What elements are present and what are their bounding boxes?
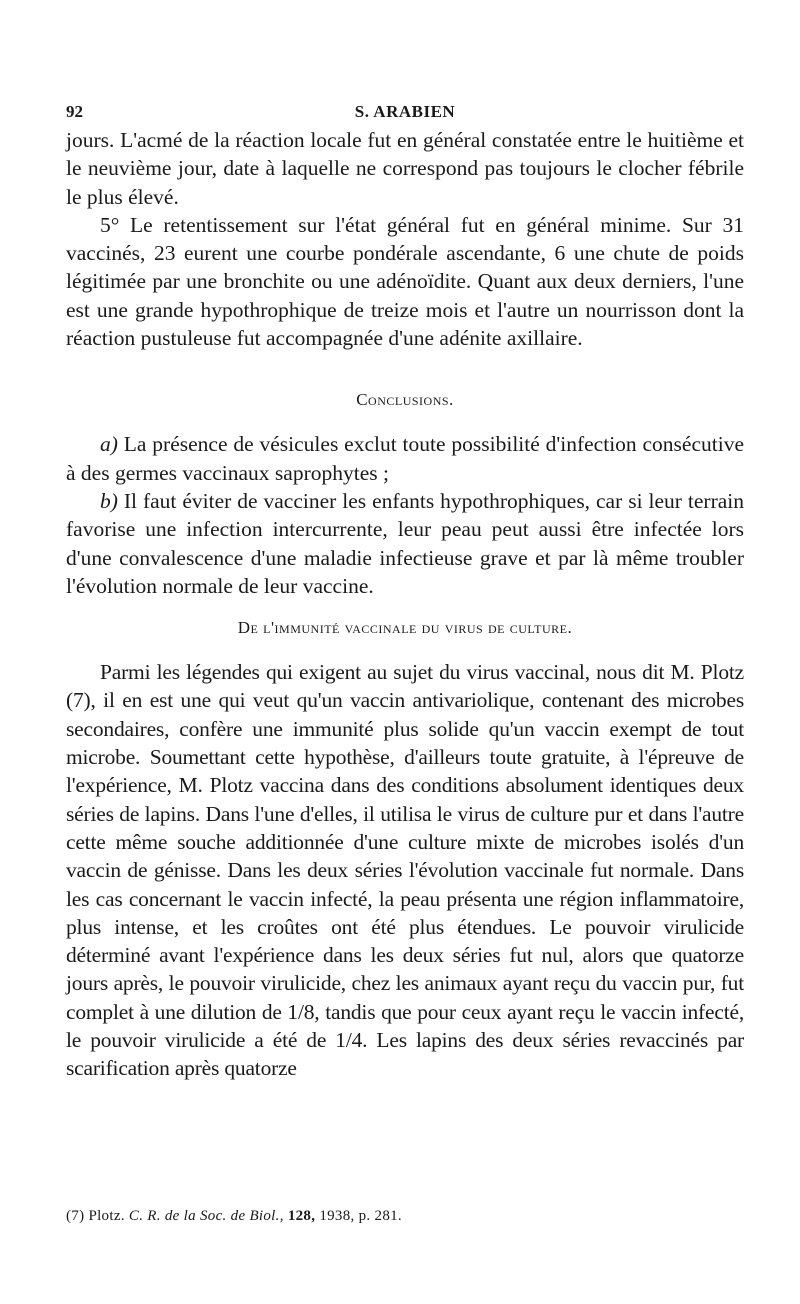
conclusion-label-a: a): [100, 432, 118, 457]
page: [66, 96, 745, 1224]
conclusion-text-a: La présence de vésicules exclut toute possibilité d'infection consécutive à des germes vaccinaux saprophytes ;: [66, 432, 745, 485]
footnote-journal: C. R. de la Soc. de Biol.,: [128, 1208, 284, 1224]
footnote: [66, 1208, 402, 1225]
paragraph-immunity: Parmi les légendes qui exigent au sujet du virus vaccinal, nous dit M. Plotz (7), il en est une qui veut qu'un vaccin antivariolique, contenant des microbes secondaires, confère une immunité plus solide qu'un vaccin exempt de tout microbe. Soumettant cette hypothèse, d'ailleurs toute gratuite, à l'épreuve de l'expérience, M. Plotz vaccina dans des conditions absolument identiques deux séries de lapins. Dans l'une d'elles, il utilisa le virus de culture pur et dans l'autre cette même souche additionnée d'une culture mixte de microbes isolés d'un vaccin de génisse. Dans les deux séries l'évolution vaccinale fut normale. Dans les cas concernant le vaccin infecté, la peau présenta une région inflammatoire, plus intense, et les croûtes ont été plus étendues. Le pouvoir virulicide déterminé avant l'expérience dans les deux séries fut nul, alors que quatorze jours après, le pouvoir virulicide, chez les animaux ayant reçu du vaccin pur, fut complet à une dilution de 1/8, tandis que pour ceux ayant reçu le vaccin infecté, le pouvoir virulicide a été de 1/4. Les lapins des deux séries revaccinés par scarification après quatorze: [66, 660, 744, 1081]
footnote-year-page: 1938, p. 281.: [319, 1208, 402, 1224]
conclusion-item-b: [66, 487, 744, 600]
footnote-volume: 128,: [287, 1208, 316, 1224]
conclusion-label-b: b): [100, 488, 118, 513]
paragraph-general-state: 5° Le retentissement sur l'état général fut en général minime. Sur 31 vaccinés, 23 eurent une courbe pondérale ascendante, 6 une chute de poids légitimée par une bronchite ou une adénoïdite. Quant aux deux derniers, l'une est une grande hypothrophique de treize mois et l'autre un nourrisson dont la réaction pustuleuse fut accompagnée d'une adénite axillaire.: [66, 212, 744, 351]
paragraph-continuation: jours. L'acmé de la réaction locale fut en général constatée entre le huitième et le neuvième jour, date à laquelle ne correspond pas toujours le clocher fébrile le plus élevé.: [66, 128, 744, 209]
body-text: [66, 126, 744, 1083]
section-heading-conclusions: Conclusions.: [356, 390, 454, 410]
section-heading-immunity: De l'immunité vaccinale du virus de culture.: [237, 618, 573, 638]
footnote-ref: (7) Plotz.: [66, 1208, 125, 1224]
conclusion-item-a: [66, 430, 744, 487]
conclusion-text-b: Il faut éviter de vacciner les enfants hypothrophiques, car si leur terrain favorise une infection intercurrente, leur peau peut aussi être infectée lors d'une convalescence d'une maladie infectieuse grave et par là même troubler l'évolution normale de leur vaccine.: [66, 488, 745, 598]
running-title: S. ARABIEN: [354, 102, 456, 121]
running-head: [66, 96, 744, 126]
page-number: 92: [66, 102, 83, 121]
